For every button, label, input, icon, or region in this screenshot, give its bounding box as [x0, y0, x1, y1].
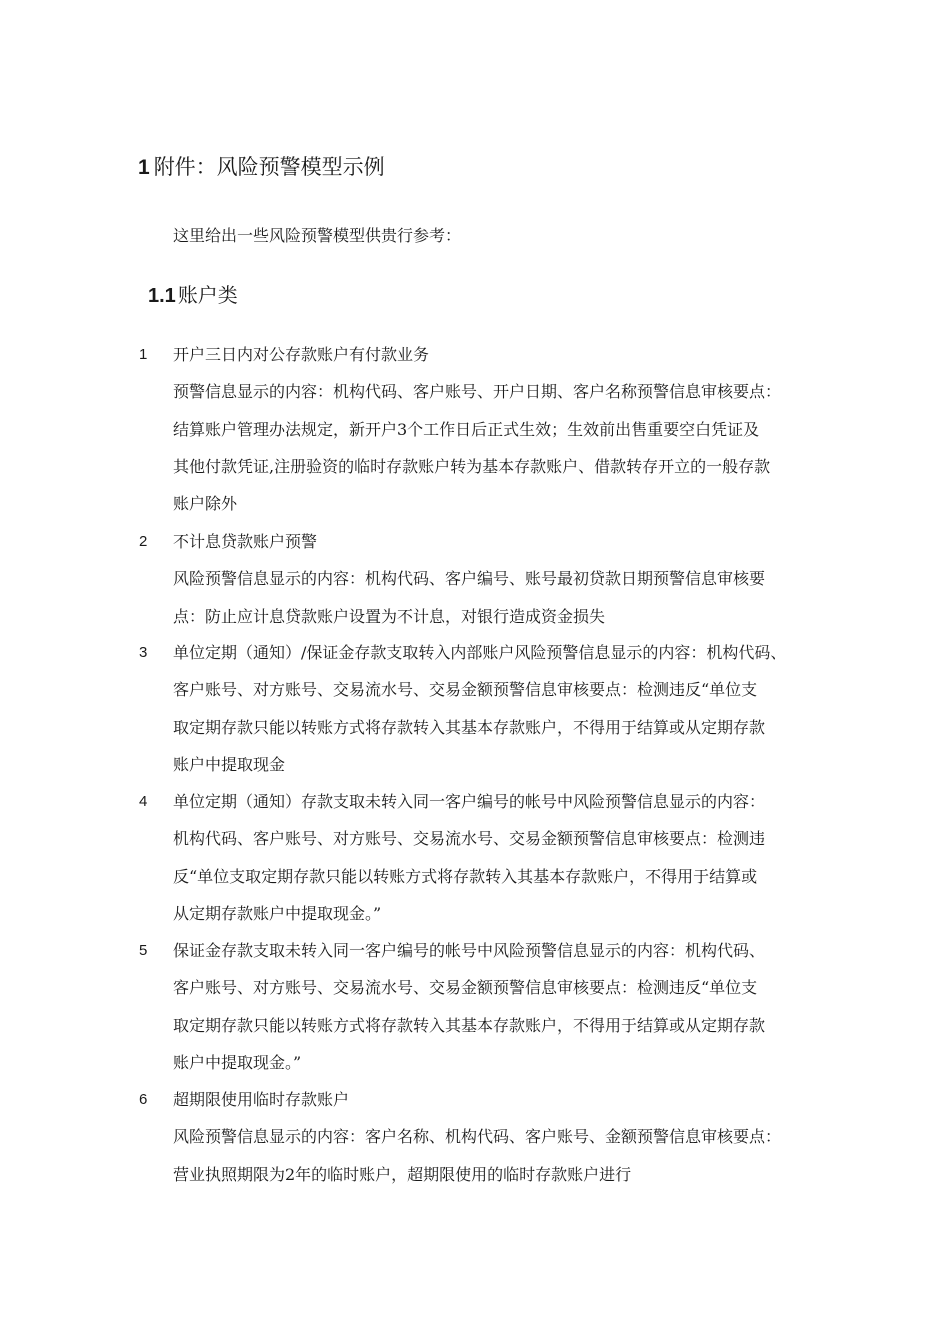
- section-title: 账户类: [177, 283, 238, 307]
- list-item-text-line: 点：防止应计息贷款账户设置为不计息，对银行造成资金损失: [173, 606, 606, 626]
- list-item-text-line: 取定期存款只能以转账方式将存款转入其基本存款账户，不得用于结算或从定期存款: [173, 1015, 766, 1035]
- list-item-text-line: 账户中提取现金。”: [173, 1052, 302, 1072]
- heading-number: 1: [138, 156, 150, 179]
- list-item-title: 开户三日内对公存款账户有付款业务: [173, 345, 430, 364]
- list-item-number: 6: [139, 1091, 148, 1108]
- list-item-number: 3: [139, 644, 148, 661]
- list-item-text-line: 客户账号、对方账号、交易流水号、交易金额预警信息审核要点：检测违反“单位支: [173, 978, 758, 998]
- list-item-text-line: 机构代码、客户账号、对方账号、交易流水号、交易金额预警信息审核要点：检测违: [173, 829, 766, 849]
- list-item-text-line: 客户账号、对方账号、交易流水号、交易金额预警信息审核要点：检测违反“单位支: [173, 680, 758, 700]
- list-item-text-line: 其他付款凭证,注册验资的临时存款账户转为基本存款账户、借款转存开立的一般存款: [173, 456, 771, 476]
- list-item-title: 单位定期（通知）/保证金存款支取转入内部账户风险预警信息显示的内容：机构代码、: [173, 643, 787, 662]
- list-item-title: 超期限使用临时存款账户: [173, 1090, 350, 1109]
- section-heading: [148, 279, 238, 312]
- list-item-title: 保证金存款支取未转入同一客户编号的帐号中风险预警信息显示的内容：机构代码、: [173, 941, 766, 960]
- list-item-number: 4: [139, 793, 148, 810]
- list-item-text-line: 取定期存款只能以转账方式将存款转入其基本存款账户，不得用于结算或从定期存款: [173, 717, 766, 737]
- heading-title: 附件：风险预警模型示例: [153, 155, 385, 179]
- list-item-text-line: 反“单位支取定期存款只能以转账方式将存款转入其基本存款账户，不得用于结算或: [173, 866, 758, 886]
- list-item-text-line: 结算账户管理办法规定，新开户3个工作日后正式生效；生效前出售重要空白凭证及: [173, 419, 760, 439]
- list-item-text-line: 风险预警信息显示的内容：机构代码、客户编号、账号最初贷款日期预警信息审核要: [173, 569, 766, 589]
- list-item-title: 不计息贷款账户预警: [173, 532, 318, 551]
- list-item-text-line: 预警信息显示的内容：机构代码、客户账号、开户日期、客户名称预警信息审核要点：: [173, 382, 782, 402]
- list-item-number: 2: [139, 533, 148, 550]
- list-item-number: 5: [139, 942, 148, 959]
- list-item-title: 单位定期（通知）存款支取未转入同一客户编号的帐号中风险预警信息显示的内容：: [173, 792, 766, 811]
- list-item-text-line: 账户除外: [173, 494, 238, 514]
- list-item-text-line: 从定期存款账户中提取现金。”: [173, 903, 382, 923]
- list-item-text-line: 风险预警信息显示的内容：客户名称、机构代码、客户账号、金额预警信息审核要点：: [173, 1127, 782, 1147]
- list-item-text-line: 营业执照期限为2年的临时账户，超期限使用的临时存款账户进行: [173, 1164, 632, 1184]
- appendix-heading: [138, 150, 385, 185]
- section-number: 1.1: [148, 285, 176, 307]
- list-item-text-line: 账户中提取现金: [173, 754, 286, 774]
- intro-paragraph: 这里给出一些风险预警模型供贵行参考：: [173, 226, 462, 245]
- list-item-number: 1: [139, 346, 148, 363]
